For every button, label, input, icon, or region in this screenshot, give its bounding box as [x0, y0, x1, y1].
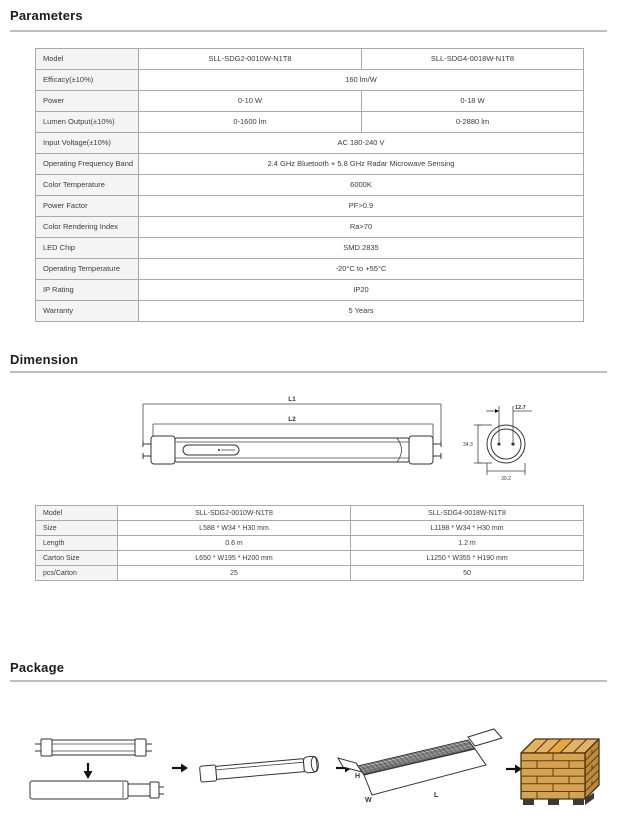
end-width-label: 30.2	[501, 476, 511, 482]
row-value: SMD 2835	[139, 238, 584, 259]
row-value: 0-1600 lm	[139, 112, 362, 133]
end-height-label: 34.3	[463, 442, 473, 448]
row-label: Color Rendering Index	[36, 217, 139, 238]
dimension-section-title: Dimension	[10, 352, 79, 367]
parameters-table	[35, 48, 584, 322]
row-value: SLL-SDG4-0018W-N1T8	[351, 506, 584, 521]
row-label: Model	[36, 506, 118, 521]
table-row	[36, 217, 584, 238]
table-row	[36, 280, 584, 301]
table-row	[36, 536, 584, 551]
row-value: L1250 * W355 * H190 mm	[351, 551, 584, 566]
right-arrow-icon	[172, 764, 188, 773]
row-label: Carton Size	[36, 551, 118, 566]
table-row	[36, 566, 584, 581]
row-value: 2.4 GHz Bluetooth + 5.8 GHz Radar Microwave Sensing	[139, 154, 584, 175]
row-value: L650 * W195 * H200 mm	[118, 551, 351, 566]
row-value: AC 180-240 V	[139, 133, 584, 154]
row-label: Size	[36, 521, 118, 536]
row-value: 5 Years	[139, 301, 584, 322]
tube-body	[143, 436, 441, 464]
row-label: Lumen Output(±10%)	[36, 112, 139, 133]
row-value: -20°C to +55°C	[139, 259, 584, 280]
row-value: 160 lm/W	[139, 70, 584, 91]
row-value: 6000K	[139, 175, 584, 196]
row-label: IP Rating	[36, 280, 139, 301]
sensor-window	[183, 445, 239, 455]
table-row	[36, 521, 584, 536]
table-row	[36, 196, 584, 217]
row-label: pcs/Carton	[36, 566, 118, 581]
row-label: Efficacy(±10%)	[36, 70, 139, 91]
package-divider	[10, 680, 607, 682]
row-value: SLL-SDG2-0010W-N1T8	[139, 49, 362, 70]
down-arrow-icon	[84, 763, 93, 779]
table-row	[36, 112, 584, 133]
table-row	[36, 506, 584, 521]
parameters-section-title: Parameters	[10, 8, 83, 23]
row-value: Ra>70	[139, 217, 584, 238]
l2-label: L2	[288, 416, 296, 423]
tube-side-view-drawing	[135, 392, 465, 480]
row-value: PF>0.9	[139, 196, 584, 217]
carton-length-label: L	[434, 792, 439, 799]
carton-height-label: H	[355, 773, 361, 780]
package-section-title: Package	[10, 660, 65, 675]
pallet-illustration	[521, 739, 599, 805]
row-value: 0-2880 lm	[362, 112, 584, 133]
table-row	[36, 133, 584, 154]
row-value: 1.2 m	[351, 536, 584, 551]
row-label: Length	[36, 536, 118, 551]
row-value: 0-18 W	[362, 91, 584, 112]
end-height-dimension	[463, 425, 492, 463]
row-value: SLL-SDG2-0010W-N1T8	[118, 506, 351, 521]
table-row	[36, 70, 584, 91]
row-value: 25	[118, 566, 351, 581]
row-value: IP20	[139, 280, 584, 301]
row-label: Power	[36, 91, 139, 112]
l1-label: L1	[288, 396, 296, 403]
row-value: 0.6 m	[118, 536, 351, 551]
parameters-divider	[10, 30, 607, 32]
table-row	[36, 49, 584, 70]
table-row	[36, 551, 584, 566]
l2-dimension	[153, 416, 433, 438]
row-label: Operating Temperature	[36, 259, 139, 280]
table-row	[36, 238, 584, 259]
package-flow-illustration	[16, 706, 606, 821]
dimension-table	[35, 505, 584, 581]
row-label: Input Voltage(±10%)	[36, 133, 139, 154]
row-label: Color Temperature	[36, 175, 139, 196]
row-label: Operating Frequency Band	[36, 154, 139, 175]
dimension-divider	[10, 371, 607, 373]
table-row	[36, 259, 584, 280]
tube-end-view-drawing	[462, 398, 557, 482]
carton-width-label: W	[365, 797, 372, 804]
tube-end-circles	[487, 425, 525, 463]
carton-box-illustration	[338, 729, 502, 804]
table-row	[36, 175, 584, 196]
pin-spacing-label: 12.7	[515, 405, 526, 411]
row-value: SLL-SDG4-0018W-N1T8	[362, 49, 584, 70]
row-value: L588 * W34 * H30 mm	[118, 521, 351, 536]
table-row	[36, 91, 584, 112]
row-label: Warranty	[36, 301, 139, 322]
sleeve-illustration	[30, 781, 164, 799]
row-label: Model	[36, 49, 139, 70]
row-value: 50	[351, 566, 584, 581]
wrapped-tube-illustration	[200, 756, 319, 782]
row-value: 0-10 W	[139, 91, 362, 112]
end-width-dimension	[487, 463, 525, 482]
tube-illustration	[35, 739, 152, 756]
table-row	[36, 301, 584, 322]
row-label: Power Factor	[36, 196, 139, 217]
row-value: L1198 * W34 * H30 mm	[351, 521, 584, 536]
table-row	[36, 154, 584, 175]
right-arrow-icon	[506, 765, 522, 774]
row-label: LED Chip	[36, 238, 139, 259]
